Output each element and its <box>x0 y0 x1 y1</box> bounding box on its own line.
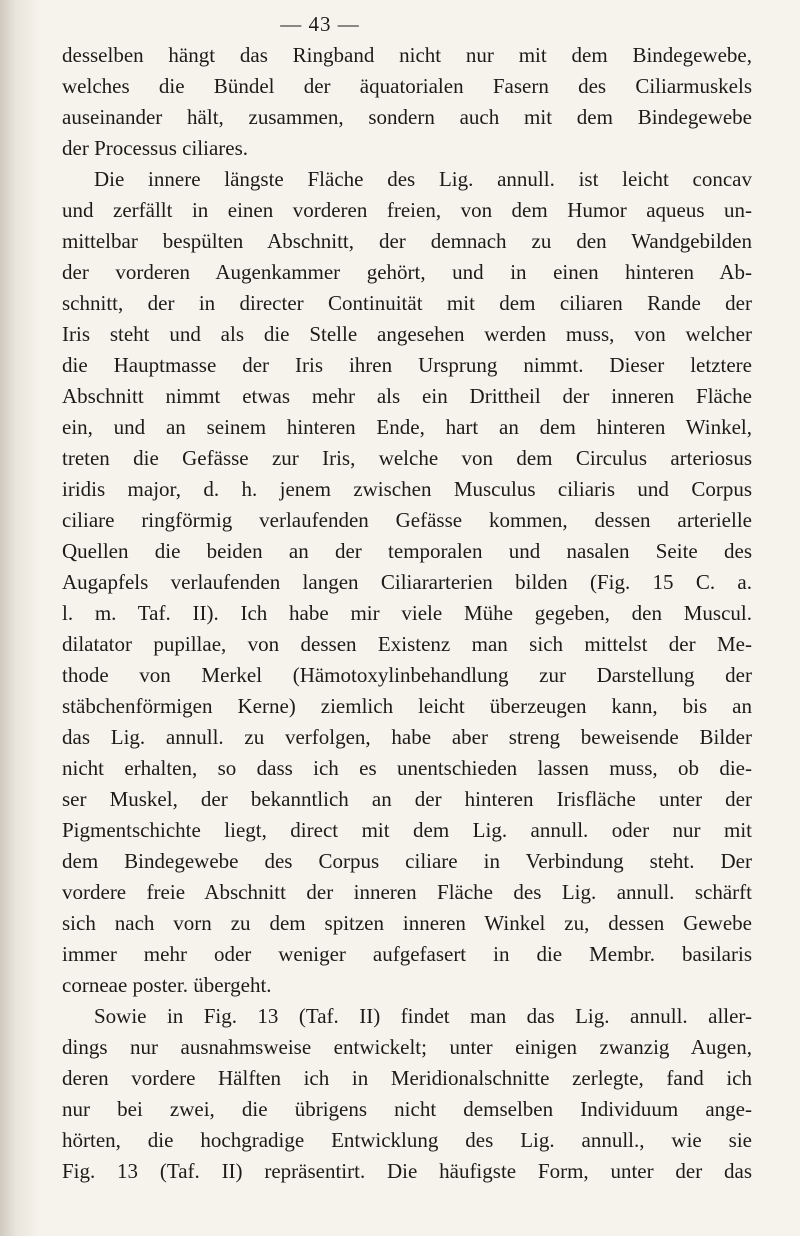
text-line: und zerfällt in einen vorderen freien, von dem Humor aqueus un- <box>62 198 752 222</box>
text-line: Augapfels verlaufenden langen Ciliararterien bilden (Fig. 15 C. a. <box>62 570 752 594</box>
text-line: stäbchenförmigen Kerne) ziemlich leicht überzeugen kann, bis an <box>62 694 752 718</box>
text-line: desselben hängt das Ringband nicht nur mit dem Bindegewebe, <box>62 43 752 67</box>
text-line: nicht erhalten, so dass ich es unentschieden lassen muss, ob die- <box>62 756 752 780</box>
text-line: ciliare ringförmig verlaufenden Gefässe kommen, dessen arterielle <box>62 508 752 532</box>
text-line: die Hauptmasse der Iris ihren Ursprung nimmt. Dieser letztere <box>62 353 752 377</box>
text-line: Abschnitt nimmt etwas mehr als ein Drittheil der inneren Fläche <box>62 384 752 408</box>
text-line: hörten, die hochgradige Entwicklung des Lig. annull., wie sie <box>62 1128 752 1152</box>
text-line: Iris steht und als die Stelle angesehen werden muss, von welcher <box>62 322 752 346</box>
text-line: Pigmentschichte liegt, direct mit dem Lig. annull. oder nur mit <box>62 818 752 842</box>
text-line: iridis major, d. h. jenem zwischen Musculus ciliaris und Corpus <box>62 477 752 501</box>
text-line: welches die Bündel der äquatorialen Fasern des Ciliarmuskels <box>62 74 752 98</box>
text-line: der Processus ciliares. <box>62 136 249 160</box>
text-line: auseinander hält, zusammen, sondern auch mit dem Bindegewebe <box>62 105 752 129</box>
text-line: ein, und an seinem hinteren Ende, hart an dem hinteren Winkel, <box>62 415 752 439</box>
text-line: mittelbar bespülten Abschnitt, der demnach zu den Wandgebilden <box>62 229 752 253</box>
text-line: das Lig. annull. zu verfolgen, habe aber streng beweisende Bilder <box>62 725 752 749</box>
text-line: Sowie in Fig. 13 (Taf. II) findet man das Lig. annull. aller- <box>94 1004 752 1028</box>
text-line: ser Muskel, der bekanntlich an der hinteren Irisfläche unter der <box>62 787 752 811</box>
body-text <box>62 40 752 1187</box>
text-line: deren vordere Hälften ich in Meridionalschnitte zerlegte, fand ich <box>62 1066 752 1090</box>
text-line: der vorderen Augenkammer gehört, und in einen hinteren Ab- <box>62 260 752 284</box>
text-line: treten die Gefässe zur Iris, welche von dem Circulus arteriosus <box>62 446 752 470</box>
text-line: Fig. 13 (Taf. II) repräsentirt. Die häufigste Form, unter der das <box>62 1159 752 1183</box>
text-line: l. m. Taf. II). Ich habe mir viele Mühe gegeben, den Muscul. <box>62 601 752 625</box>
text-line: sich nach vorn zu dem spitzen inneren Winkel zu, dessen Gewebe <box>62 911 752 935</box>
text-line: dings nur ausnahmsweise entwickelt; unter einigen zwanzig Augen, <box>62 1035 752 1059</box>
text-line: schnitt, der in directer Continuität mit dem ciliaren Rande der <box>62 291 752 315</box>
text-line: vordere freie Abschnitt der inneren Fläche des Lig. annull. schärft <box>62 880 752 904</box>
text-line: corneae poster. übergeht. <box>62 973 272 997</box>
page-number: — 43 — <box>280 12 360 36</box>
text-line: nur bei zwei, die übrigens nicht demselben Individuum ange- <box>62 1097 752 1121</box>
text-line: immer mehr oder weniger aufgefasert in die Membr. basilaris <box>62 942 752 966</box>
text-line: dem Bindegewebe des Corpus ciliare in Verbindung steht. Der <box>62 849 752 873</box>
text-line: thode von Merkel (Hämotoxylinbehandlung zur Darstellung der <box>62 663 752 687</box>
text-line: Quellen die beiden an der temporalen und nasalen Seite des <box>62 539 752 563</box>
text-line: dilatator pupillae, von dessen Existenz man sich mittelst der Me- <box>62 632 752 656</box>
text-line: Die innere längste Fläche des Lig. annull. ist leicht concav <box>94 167 752 191</box>
